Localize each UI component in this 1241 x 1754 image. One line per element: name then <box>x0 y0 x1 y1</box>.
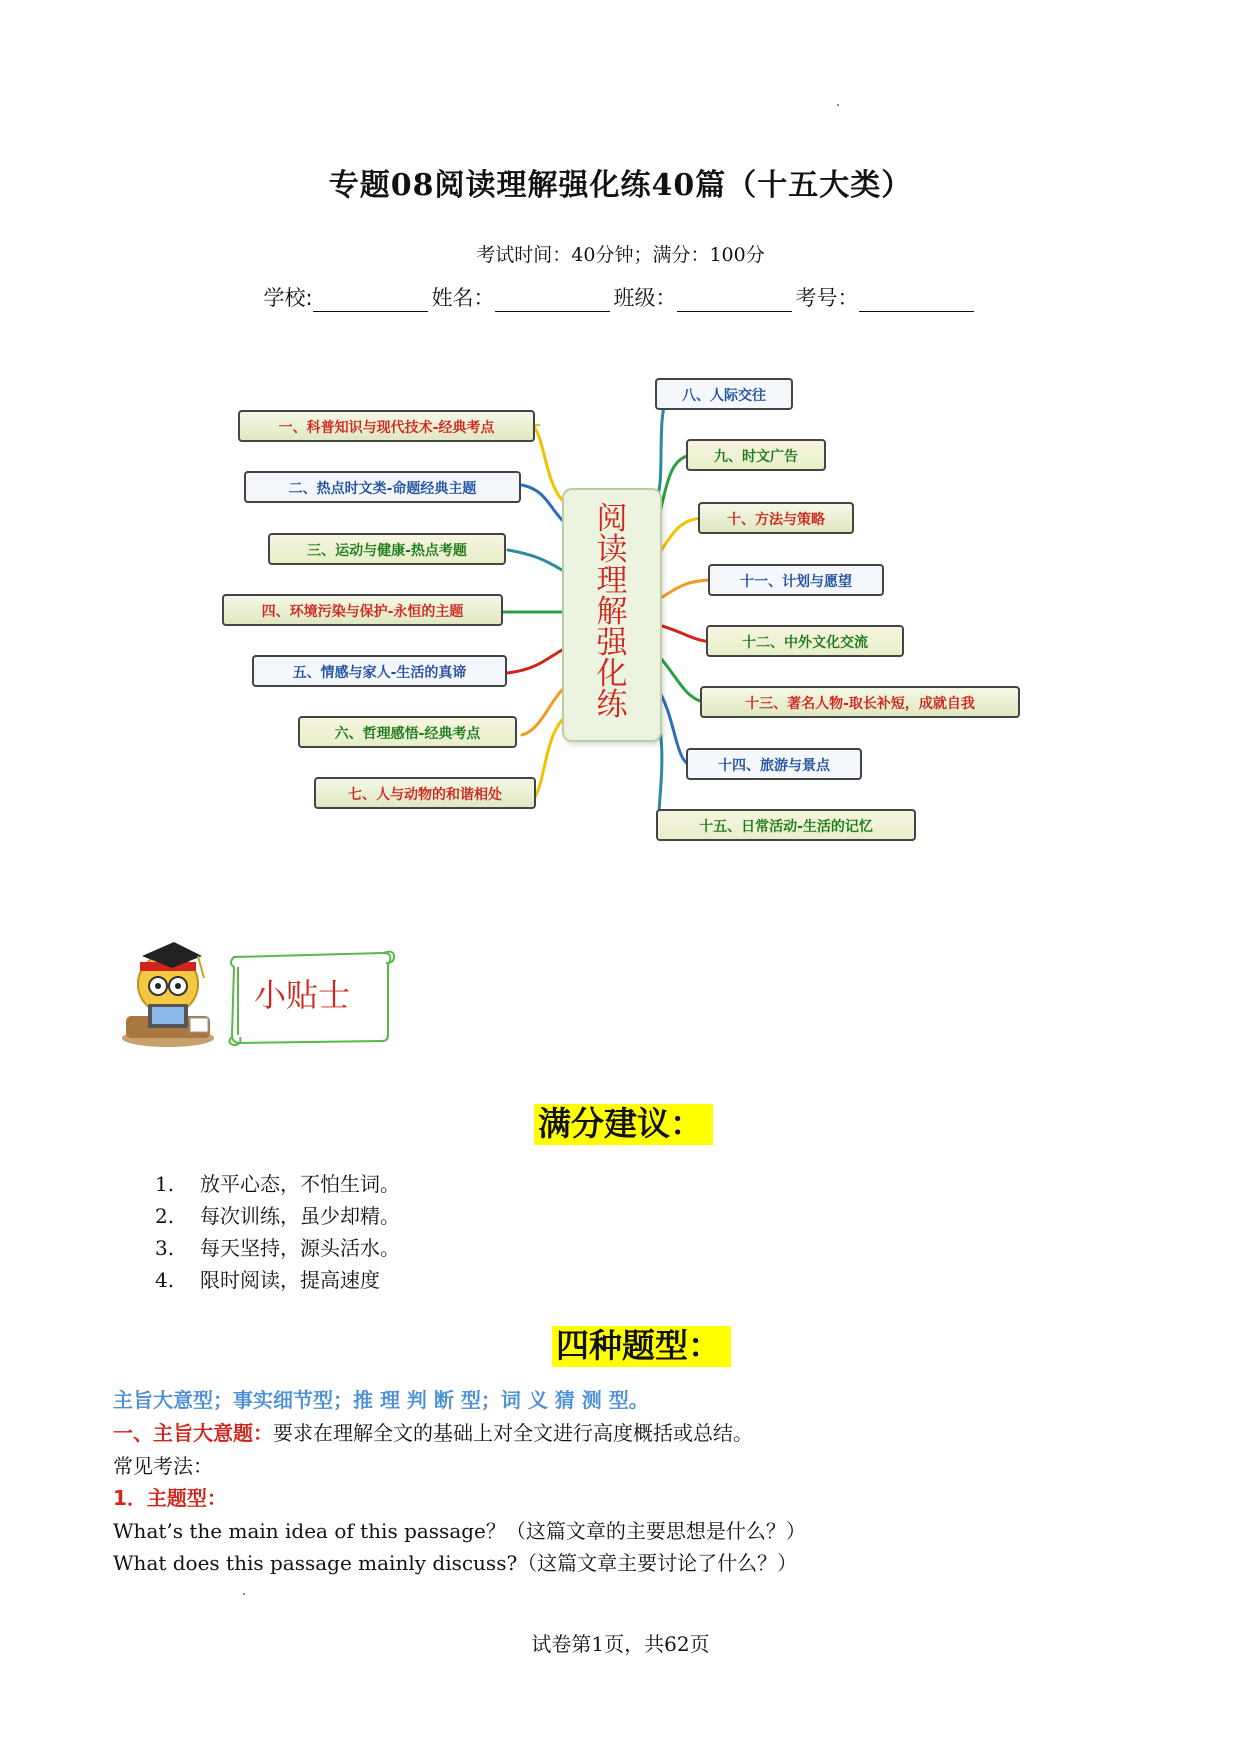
advice-heading: 满分建议： <box>534 1104 713 1145</box>
mindmap-right-item-12: 十二、中外文化交流 <box>706 625 904 657</box>
mindmap-left-item-6: 六、哲理感悟-经典考点 <box>298 716 517 748</box>
page-footer: 试卷第1页，共62页 <box>531 1632 710 1656</box>
list-number: 3. <box>155 1236 175 1260</box>
section-intro <box>113 1417 753 1446</box>
question-1: What’s the main idea of this passage？（这篇文章的主要思想是什么？） <box>113 1519 806 1543</box>
advice-list <box>155 1168 400 1296</box>
mindmap-left-item-2: 二、热点时文类-命题经典主题 <box>244 471 521 503</box>
field-number-label: 考号： <box>795 286 859 310</box>
subheading: 1．主题型： <box>113 1486 227 1510</box>
mindmap-right-item-14: 十四、旅游与景点 <box>686 748 862 780</box>
field-school-label: 学校: <box>263 286 313 310</box>
types-heading-wrap <box>552 1320 731 1367</box>
field-class-label: 班级： <box>613 286 677 310</box>
center-char: 化 <box>596 656 628 692</box>
mindmap-left-item-3: 三、运动与健康-热点考题 <box>268 533 506 565</box>
types-list: 主旨大意型；事实细节型；推 理 判 断 型；词 义 猜 测 型。 <box>113 1388 649 1412</box>
exam-info: 考试时间：40分钟；满分：100分 <box>476 244 765 266</box>
mindmap-right-item-11: 十一、计划与愿望 <box>708 564 884 596</box>
speck <box>243 1593 245 1595</box>
list-number: 2. <box>155 1204 175 1228</box>
list-text: 放平心态，不怕生词。 <box>200 1172 400 1196</box>
center-char: 读 <box>596 532 628 568</box>
mindmap-left-item-1: 一、科普知识与现代技术-经典考点 <box>238 410 535 442</box>
mindmap-left-item-4: 四、环境污染与保护-永恒的主题 <box>222 594 503 626</box>
center-char: 理 <box>596 563 628 599</box>
mindmap-left-item-7: 七、人与动物的和谐相处 <box>314 777 536 809</box>
list-text: 每次训练，虽少却精。 <box>200 1204 400 1228</box>
types-heading: 四种题型： <box>552 1326 731 1367</box>
list-text: 每天坚持，源头活水。 <box>200 1236 400 1260</box>
scholar-mascot-icon <box>118 938 218 1048</box>
list-number: 1. <box>155 1172 175 1196</box>
center-char: 解 <box>596 594 628 630</box>
center-char: 练 <box>596 687 628 723</box>
advice-heading-wrap <box>534 1098 713 1145</box>
mindmap-right-item-10: 十、方法与策略 <box>698 502 854 534</box>
list-item <box>155 1264 400 1296</box>
mindmap-right-item-8: 八、人际交往 <box>655 378 793 410</box>
list-item <box>155 1200 400 1232</box>
center-char: 阅 <box>596 501 628 537</box>
mindmap-center <box>562 488 662 742</box>
mindmap-right-item-15: 十五、日常活动-生活的记忆 <box>656 809 916 841</box>
section-desc: 要求在理解全文的基础上对全文进行高度概括或总结。 <box>273 1421 753 1445</box>
mindmap-right-item-13: 十三、著名人物-取长补短，成就自我 <box>700 686 1020 718</box>
page-title: 专题08阅读理解强化练40篇（十五大类） <box>328 168 913 203</box>
list-text: 限时阅读，提高速度 <box>200 1268 380 1292</box>
list-item <box>155 1232 400 1264</box>
common-methods: 常见考法： <box>113 1454 213 1478</box>
list-item <box>155 1168 400 1200</box>
question-2: What does this passage mainly discuss?（这篇文章主要讨论了什么？） <box>113 1551 798 1575</box>
section-label: 一、主旨大意题： <box>113 1421 273 1445</box>
mindmap-left-item-5: 五、情感与家人-生活的真谛 <box>252 655 507 687</box>
mindmap-right-item-9: 九、时文广告 <box>686 439 826 471</box>
field-name-label: 姓名： <box>431 286 495 310</box>
center-char: 强 <box>596 625 628 661</box>
list-number: 4. <box>155 1268 175 1292</box>
tips-label: 小贴士 <box>254 976 351 1014</box>
